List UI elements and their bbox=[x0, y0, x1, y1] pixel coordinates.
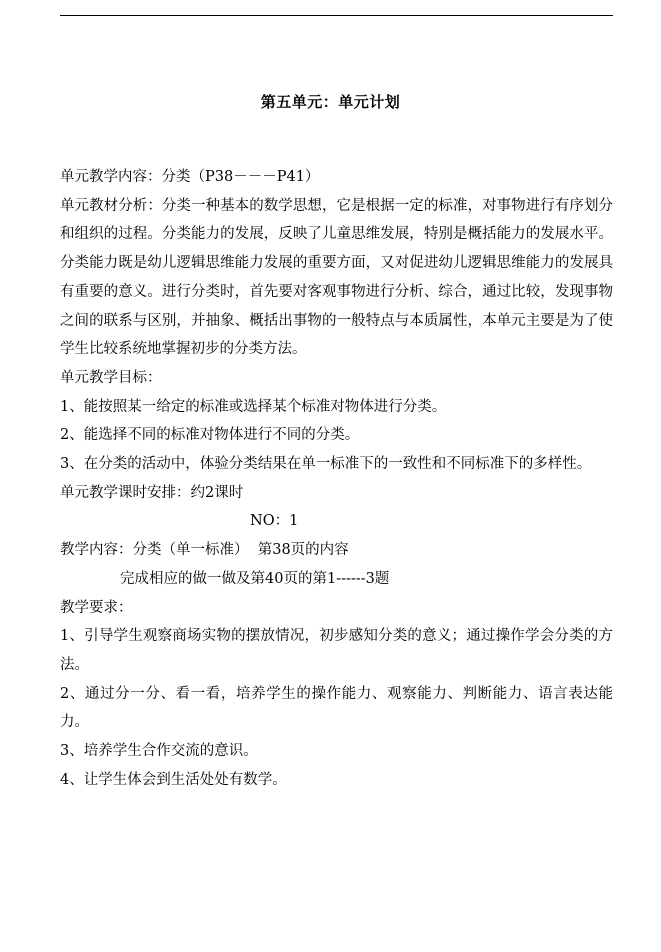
unit-goal-item: 3、在分类的活动中，体验分类结果在单一标准下的一致性和不同标准下的多样性。 bbox=[60, 456, 592, 473]
lesson-schedule-line: 单元教学课时安排：约2课时 bbox=[60, 484, 244, 501]
requirement-item: 1、引导学生观察商场实物的摆放情况，初步感知分类的意义；通过操作学会分类的方法。 bbox=[60, 628, 613, 673]
requirement-item: 4、让学生体会到生活处处有数学。 bbox=[60, 771, 287, 788]
unit-goals-heading: 单元教学目标： bbox=[60, 369, 162, 386]
unit-analysis-paragraph: 单元教材分析：分类一种基本的数学思想，它是根据一定的标准，对事物进行有序划分和组织的过程。分类能力的发展，反映了儿童思维发展，特别是概括能力的发展水平。分类能力既是幼儿逻辑思维能力发展的重要方面，又对促进幼儿逻辑思维能力的发展具有重要的意义。进行分类时，首先要对客观事物进行分析、综合，通过比较，发现事物之间的联系与区别，并抽象、概括出事物的一般特点与本质属性，本单元主要是为了使学生比较系统地掌握初步的分类方法。 bbox=[60, 197, 613, 358]
lesson-content-line: 教学内容：分类（单一标准） 第38页的内容 bbox=[60, 542, 349, 559]
lesson-requirements-heading: 教学要求： bbox=[60, 599, 133, 616]
header-rule bbox=[60, 15, 613, 16]
page-title: 第五单元：单元计划 bbox=[260, 93, 401, 111]
requirement-item: 2、通过分一分、看一看，培养学生的操作能力、观察能力、判断能力、语言表达能力。 bbox=[60, 685, 613, 731]
lesson-exercise-line: 完成相应的做一做及第40页的第1------3题 bbox=[120, 570, 390, 587]
document-body bbox=[60, 163, 613, 794]
lesson-number: NO：1 bbox=[250, 513, 299, 530]
requirement-item: 3、培养学生合作交流的意识。 bbox=[60, 743, 258, 760]
unit-content-line: 单元教学内容：分类（P38－－－P41） bbox=[60, 169, 320, 185]
unit-goal-item: 2、能选择不同的标准对物体进行不同的分类。 bbox=[60, 427, 360, 444]
unit-goal-item: 1、能按照某一给定的标准或选择某个标准对物体进行分类。 bbox=[60, 398, 447, 415]
